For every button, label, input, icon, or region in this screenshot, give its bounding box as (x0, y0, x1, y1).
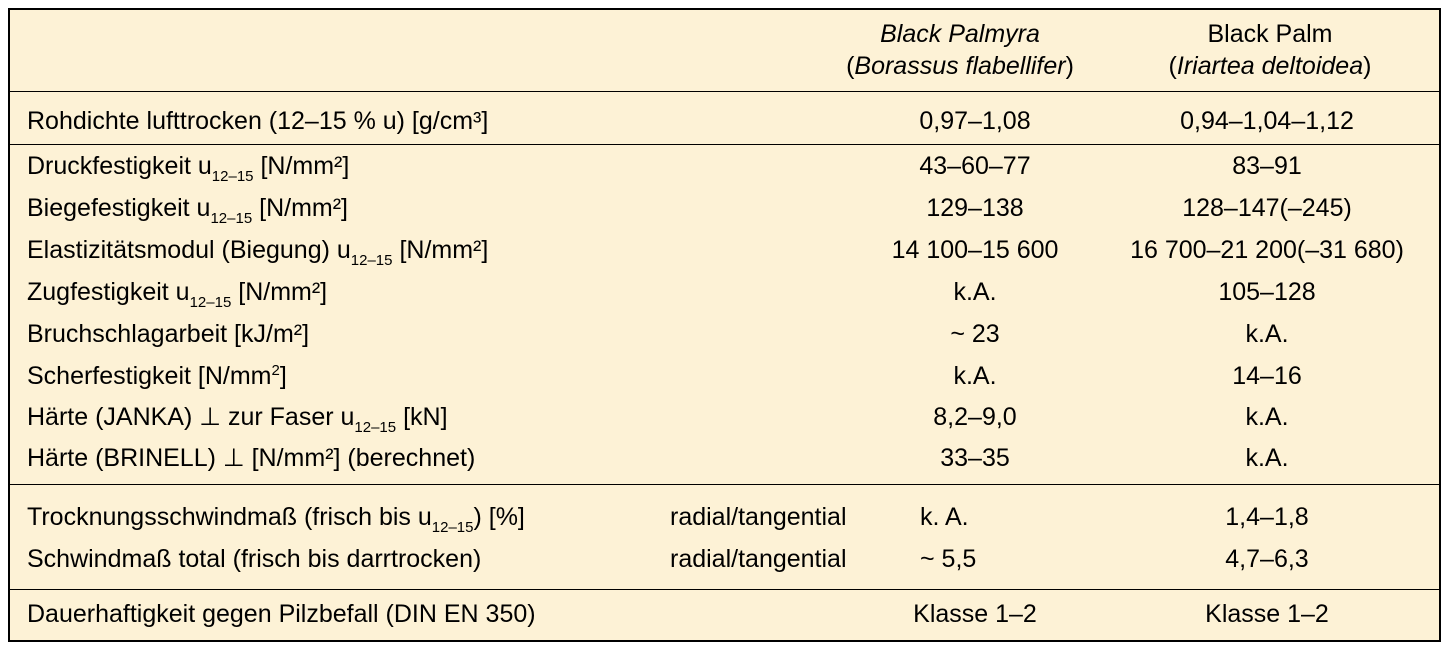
table-row (10, 595, 1439, 633)
table-row (10, 273, 1439, 311)
row-label: Härte (BRINELL) ⊥ [N/mm²] (berechnet) (27, 444, 476, 472)
value-black-palm: 14–16 (1232, 362, 1302, 390)
value-black-palmyra: k.A. (953, 362, 997, 390)
column-name: Black Palm (1207, 20, 1333, 48)
divider (10, 91, 1439, 92)
value-black-palmyra: k. A. (920, 503, 969, 531)
divider (10, 484, 1439, 485)
divider (10, 144, 1439, 145)
row-label: Dauerhaftigkeit gegen Pilzbefall (DIN EN 350) (27, 600, 536, 628)
row-label: Elastizitätsmodul (Biegung) $u_{12-15}$ [N/mm²] (27, 236, 489, 269)
table-row (10, 102, 1439, 140)
column-header-black-palm: Black Palm (Iriartea deltoidea) (1120, 18, 1420, 82)
table-row (10, 540, 1439, 578)
row-label: Biegefestigkeit $u_{12-15}$ [N/mm²] (27, 194, 348, 227)
row-label: Zugfestigkeit $u_{12-15}$ [N/mm²] (27, 278, 328, 311)
table-row (10, 439, 1439, 477)
value-black-palm: 105–128 (1218, 278, 1316, 306)
table-row (10, 315, 1439, 353)
value-black-palm: 16 700–21 200(–31 680) (1130, 236, 1404, 264)
value-black-palm: 1,4–1,8 (1225, 503, 1309, 531)
row-label: Schwindmaß total (frisch bis darrtrocken) (27, 545, 482, 573)
column-header-black-palmyra: Black Palmyra (Borassus flabellifer) (846, 20, 1074, 80)
value-black-palmyra: 0,97–1,08 (919, 107, 1031, 135)
row-label: Rohdichte lufttrocken (12–15 % u) [g/cm³] (27, 107, 489, 135)
table-row (10, 189, 1439, 227)
divider (10, 589, 1439, 590)
table-row (10, 498, 1439, 536)
table-row (10, 231, 1439, 269)
properties-table (8, 8, 1441, 642)
row-label: Bruchschlagarbeit [kJ/m²] (27, 320, 310, 348)
column-latin-name: Iriartea deltoidea (1176, 52, 1364, 80)
value-black-palm: k.A. (1245, 320, 1289, 348)
value-black-palmyra: 129–138 (926, 194, 1024, 222)
value-black-palm: Klasse 1–2 (1205, 600, 1329, 628)
row-label: Druckfestigkeit $u_{12-15}$ [N/mm²] (27, 152, 350, 185)
row-note: radial/tangential (670, 503, 847, 531)
value-black-palmyra: Klasse 1–2 (913, 600, 1037, 628)
value-black-palmyra: ~ 5,5 (920, 545, 977, 573)
column-latin-name: Borassus flabellifer (854, 52, 1066, 80)
value-black-palmyra: 43–60–77 (919, 152, 1031, 180)
value-black-palmyra: ~ 23 (950, 320, 1000, 348)
table-row (10, 398, 1439, 436)
value-black-palmyra: 33–35 (940, 444, 1010, 472)
value-black-palm: k.A. (1245, 444, 1289, 472)
value-black-palm: k.A. (1245, 403, 1289, 431)
value-black-palm: 0,94–1,04–1,12 (1180, 107, 1354, 135)
value-black-palm: 4,7–6,3 (1225, 545, 1309, 573)
table-row (10, 147, 1439, 185)
table-row (10, 357, 1439, 395)
row-note: radial/tangential (670, 545, 847, 573)
value-black-palmyra: 14 100–15 600 (891, 236, 1059, 264)
value-black-palm: 128–147(–245) (1182, 194, 1352, 222)
column-name: Black Palmyra (880, 20, 1040, 48)
value-black-palm: 83–91 (1232, 152, 1302, 180)
row-label: Trocknungsschwindmaß (frisch bis $u_{12-15}$) [%] (27, 503, 525, 536)
value-black-palmyra: k.A. (953, 278, 997, 306)
row-label: Scherfestigkeit $[N/mm^2]$ (27, 362, 287, 390)
row-label: Härte (JANKA) ⊥ zur Faser $u_{12-15}$ [kN] (27, 403, 448, 436)
value-black-palmyra: 8,2–9,0 (933, 403, 1017, 431)
